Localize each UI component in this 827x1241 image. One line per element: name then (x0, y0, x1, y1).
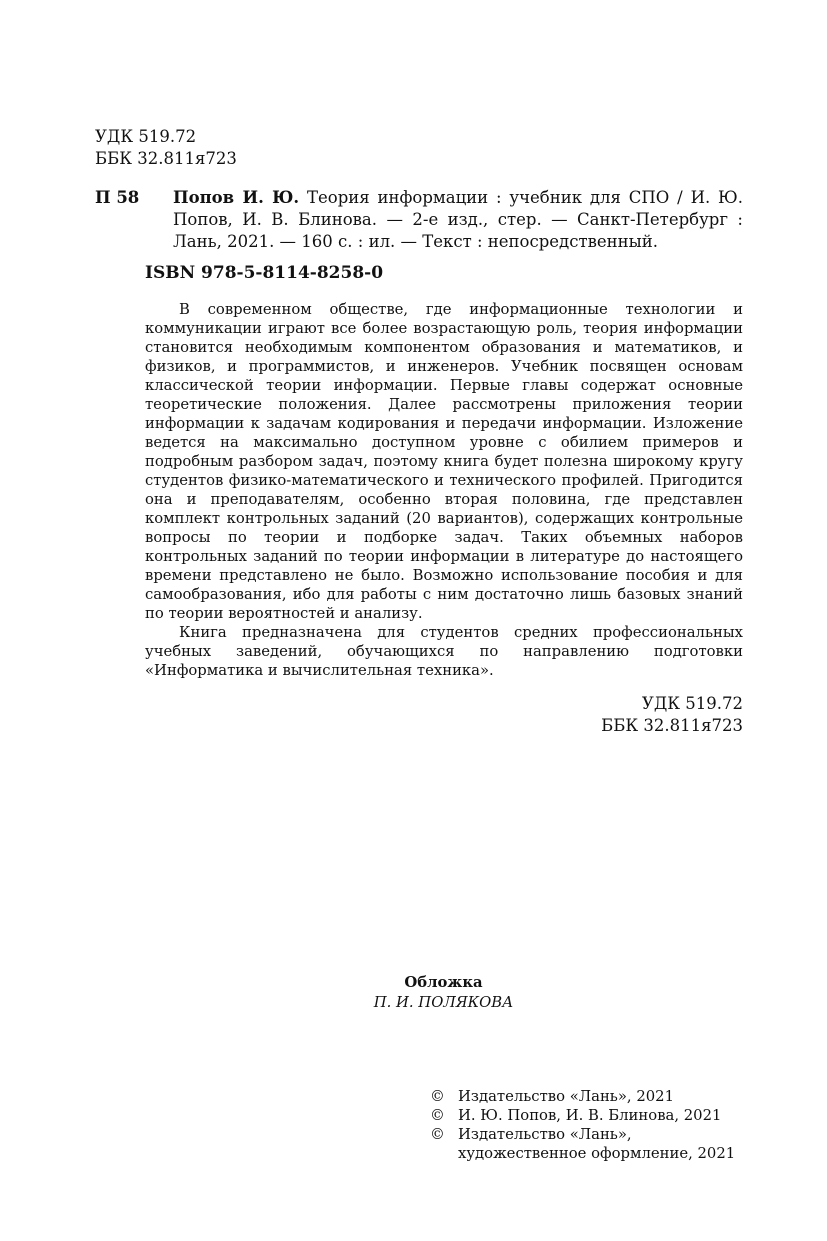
abstract (145, 300, 743, 680)
udk-code: УДК 519.72 (95, 127, 197, 146)
copyright-icon: © (430, 1088, 445, 1105)
copyright-icon: © (430, 1126, 445, 1143)
copyright-block (430, 1087, 735, 1163)
cover-designer: П. И. ПОЛЯКОВА (373, 994, 514, 1011)
bbk-code: ББК 32.811я723 (95, 149, 237, 168)
copyright-line (430, 1125, 735, 1163)
author-sign: П 58 (95, 188, 140, 207)
abstract-paragraph-2: Книга предназначена для студентов средних профессиональных учебных заведений, обучающихся по направлению подготовки «Информатика и вычислительная техника». (145, 624, 743, 679)
copyright-text: Издательство «Лань», 2021 (458, 1088, 674, 1105)
bbk-code: ББК 32.811я723 (601, 716, 743, 735)
copyright-text-line: художественное оформление, 2021 (458, 1145, 736, 1162)
bibliographic-record (173, 187, 743, 253)
author-name: Попов И. Ю. (173, 188, 300, 207)
cover-credit (0, 973, 827, 1013)
classification-bottom (601, 693, 743, 737)
bibliographic-description: Теория информации : учебник для СПО / И. Ю. Попов, И. В. Блинова. — 2-е изд., стер. — Санкт-Петербург : Лань, 2021. — 160 с. : ил. — Текст : непосредственный. (173, 188, 743, 251)
copyright-icon: © (430, 1107, 445, 1124)
udk-code: УДК 519.72 (641, 694, 743, 713)
classification-top (95, 126, 237, 170)
cover-label: Обложка (404, 974, 483, 991)
copyright-line (430, 1087, 735, 1106)
copyright-text (458, 1125, 735, 1163)
copyright-text-line: Издательство «Лань», (458, 1126, 632, 1143)
abstract-paragraph-1: В современном обществе, где информационные технологии и коммуникации играют все более возрастающую роль, теория информации становится необходимым компонентом образования и математиков, и физиков, и программистов, и инженеров. Учебник посвящен основам классической теории информации. Первые главы содержат основные теоретические положения. Далее рассмотрены приложения теории информации к задачам кодирования и передачи информации. Изложение ведется на максимально доступном уровне с обилием примеров и подробным разбором задач, поэтому книга будет полезна широкому кругу студентов физико-математического и технического профилей. Пригодится она и преподавателям, особенно вторая половина, где представлен комплект контрольных заданий (20 вариантов), содержащих контрольные вопросы по теории и подборке задач. Таких объемных наборов контрольных заданий по теории информации в литературе до настоящего времени представлено не было. Возможно использование пособия и для самообразования, ибо для работы с ним достаточно лишь базовых знаний по теории вероятностей и анализу. (145, 301, 743, 622)
copyright-text: И. Ю. Попов, И. В. Блинова, 2021 (458, 1107, 722, 1124)
isbn: ISBN 978-5-8114-8258-0 (145, 263, 384, 283)
copyright-line (430, 1106, 735, 1125)
